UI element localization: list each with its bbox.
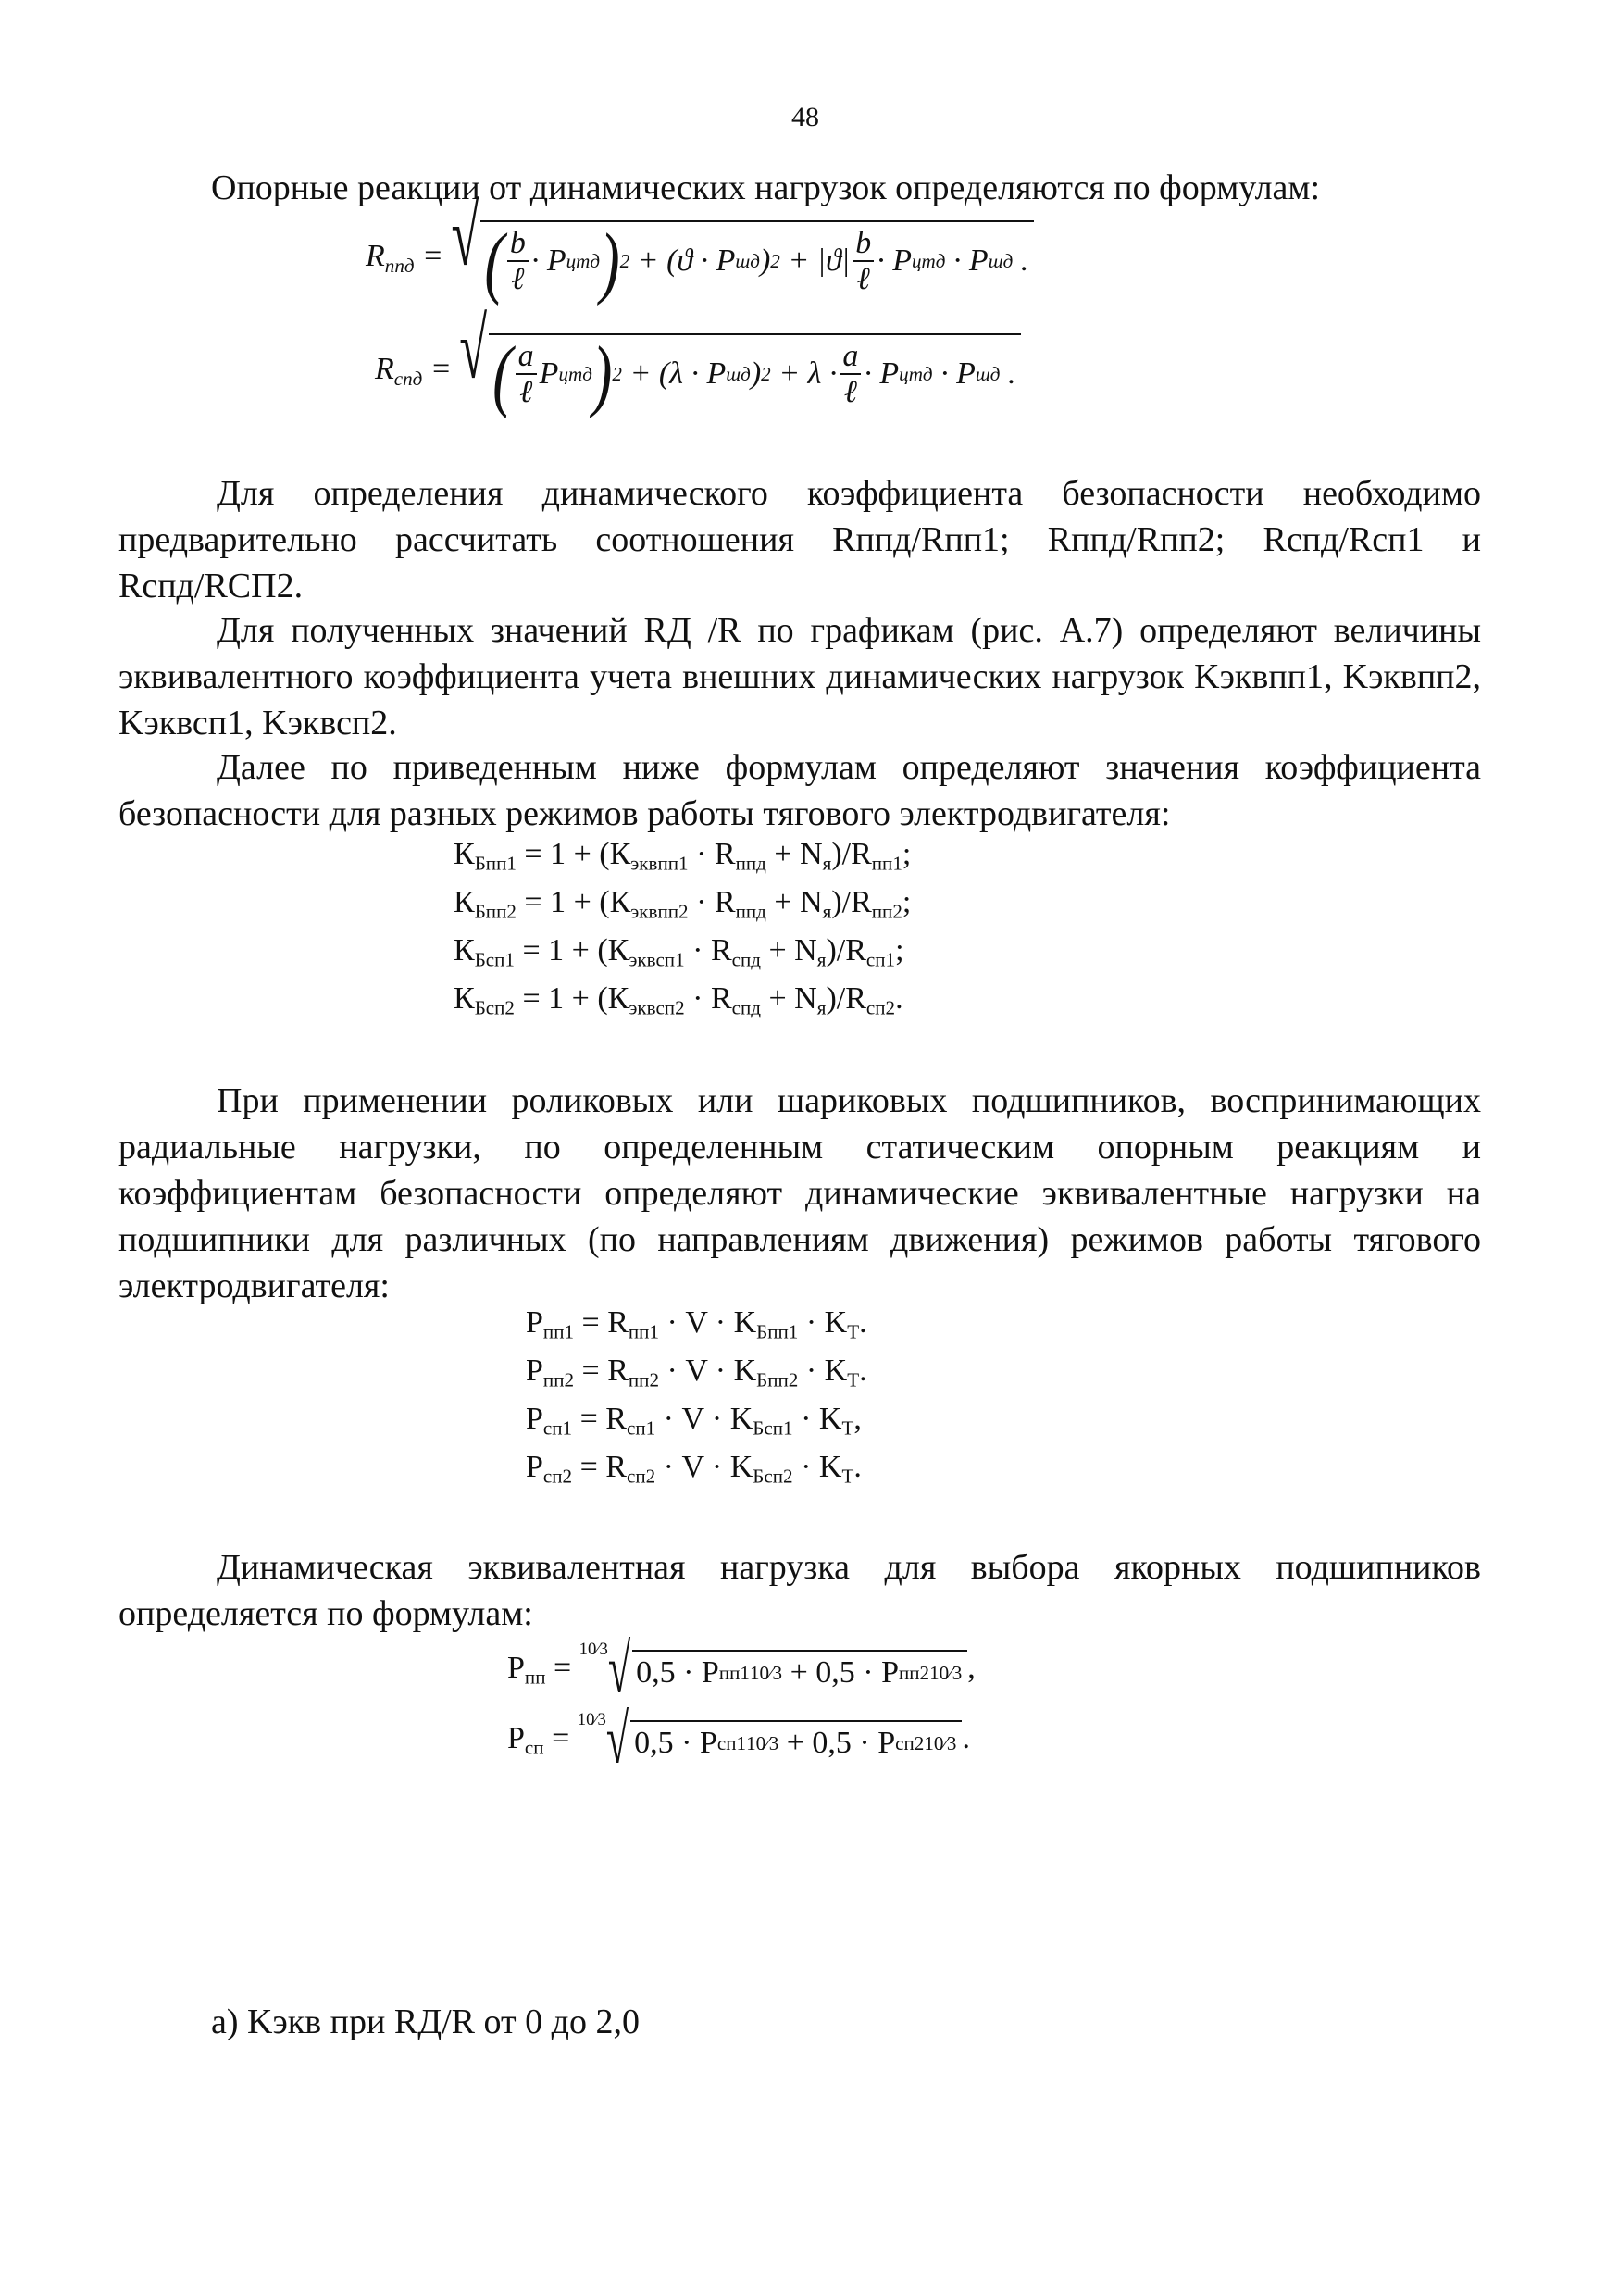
formula-p-pp1: $P_{пп1} = R_{пп1} \cdot V \cdot K_{Бпп1} \cdot K_Т$. <box>526 1305 867 1343</box>
figure-caption: а) Kэкв при RД/R от 0 до 2,0 <box>211 2003 640 2041</box>
paragraph-ratios: Для определения динамического коэффициента безопасности необходимо предварительно рассчитать соотношения Rппд/Rпп1; Rппд/Rпп2; Rспд/Rсп1 и Rспд/RСП2. <box>118 474 1481 605</box>
paragraph-bearings: При применении роликовых или шариковых подшипников, воспринимающих радиальные нагрузки, по определенным статическим опорным реакциям и коэффициентам безопасности определяют динамические эквивалентные нагрузки на подшипники для различных (по направлениям движения) режимов работы тягового электродвигателя: <box>118 1081 1481 1305</box>
paragraph-safety: Далее по приведенным ниже формулам определяют значения коэффициента безопасности для разных режимов работы тягового электродвигателя: <box>118 748 1481 833</box>
paragraph-graphs: Для полученных значений RД /R по графикам (рис. А.7) определяют величины эквивалентного коэффициента учета внешних динамических нагрузок Kэквпп1, Kэквпп2, Kэквсп1, Kэквсп2. <box>118 611 1481 742</box>
formula-r-ppd: $R_{ппд}$ = √ ( b ℓ · P цтд ) 2 + ( ϑ · P шд ) 2 + | ϑ | b ℓ · P цтд · P шд . <box>366 220 1034 297</box>
formula-p-sp1: $P_{сп1} = R_{сп1} \cdot V \cdot K_{Бсп1} \cdot K_Т$, <box>526 1402 862 1440</box>
intro-text: Опорные реакции от динамических нагрузок определяются по формулам: <box>211 168 1321 207</box>
formula-p-sp: $P_{сп}$ = 10⁄3 √ 0,5 · P сп1 10⁄3 + 0,5 · P сп2 10⁄3 . <box>507 1701 970 1778</box>
formula-k-bpp1: $К_{Бпп1} = 1 + (К_{эквпп1} \cdot R_{ппд} + N_я)/R_{пп1}$; <box>454 837 912 875</box>
formula-p-sp2: $P_{сп2} = R_{сп2} \cdot V \cdot K_{Бсп2} \cdot K_Т$. <box>526 1450 862 1488</box>
paragraph-anchor-bearings: Динамическая эквивалентная нагрузка для выбора якорных подшипников определяется по формулам: <box>118 1548 1481 1633</box>
formula-r-spd: $R_{спд}$ = √ ( a ℓ P цтд ) 2 + ( λ · P шд ) 2 + λ · a ℓ · P цтд · P шд . <box>375 333 1021 410</box>
formula-k-bsp2: $К_{Бсп2} = 1 + (К_{эквсп2} \cdot R_{спд} + N_я)/R_{сп2}$. <box>454 981 903 1019</box>
formula-p-pp: $P_{пп}$ = 10⁄3 √ 0,5 · P пп1 10⁄3 + 0,5 · P пп2 10⁄3 , <box>507 1630 976 1708</box>
formula-k-bsp1: $К_{Бсп1} = 1 + (К_{эквсп1} \cdot R_{спд} + N_я)/R_{сп1}$; <box>454 933 904 971</box>
page-number: 48 <box>791 102 819 132</box>
formula-p-pp2: $P_{пп2} = R_{пп2} \cdot V \cdot K_{Бпп2} \cdot K_Т$. <box>526 1354 867 1391</box>
formula-k-bpp2: $К_{Бпп2} = 1 + (К_{эквпп2} \cdot R_{ппд} + N_я)/R_{пп2}$; <box>454 885 912 923</box>
